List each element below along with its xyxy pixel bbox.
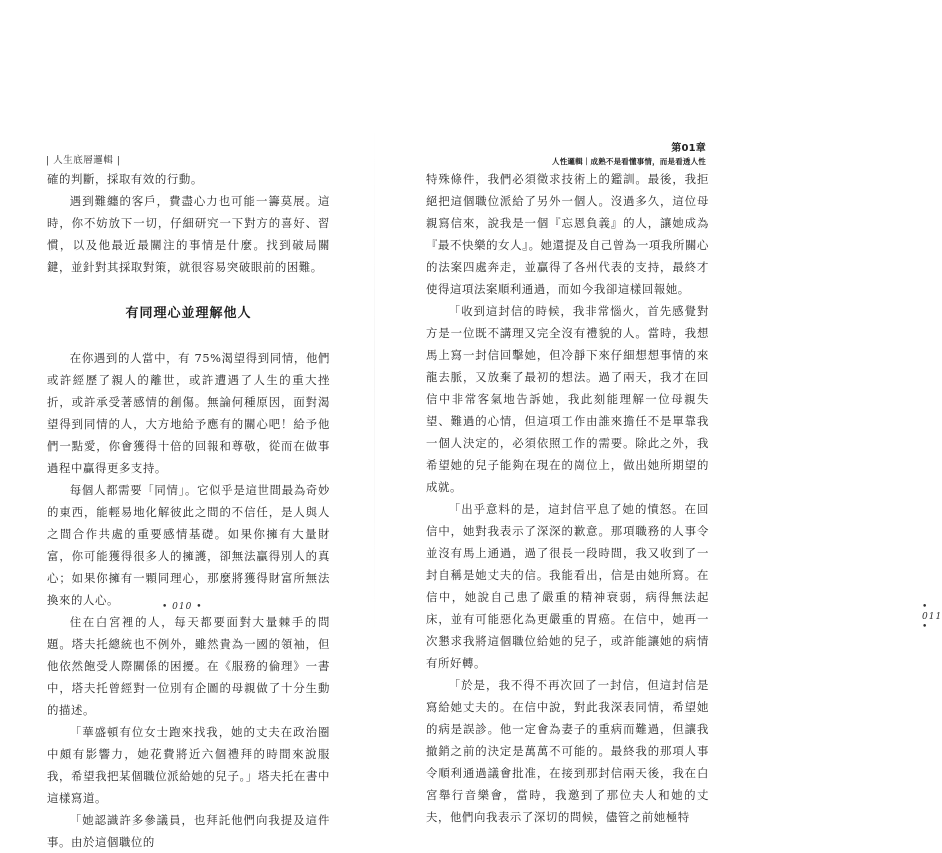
paragraph: 住在白宮裡的人，每天都要面對大量棘手的問題。塔夫托總統也不例外，雖然貴為一國的領袖，但他依然飽受人際關係的困擾。在《服務的倫理》一書中，塔夫托曾經對一位別有企圖的母親做了十分生動的描述。 — [47, 615, 330, 717]
left-page — [0, 0, 375, 849]
paragraph: 「於是，我不得不再次回了一封信，但這封信是寫給她丈夫的。在信中說，對此我深表同情，希望她的病是誤診。他一定會為妻子的重病而難過，但讓我撤銷之前的決定是萬萬不可能的。最終我的那項人事令順利通過議會批准，在接到那封信兩天後，我在白宮舉行音樂會，當時，我邀到了那位夫人和她的丈夫，他們向我表示了深切的問候，儘管之前她極特 — [426, 678, 709, 824]
chapter-subtitle: 人性邏輯｜成熟不是看懂事情，而是看透人性 — [552, 157, 706, 166]
paragraph: 「收到這封信的時候，我非常惱火，首先感覺對方是一位既不講理又完全沒有禮貌的人。當時，我想馬上寫一封信回擊她，但冷靜下來仔細想想事情的來龍去脈，又放棄了最初的想法。過了兩天，我才在回信中非常客氣地告訴她，我此刻能理解一位母親失望、難過的心情，但這項工作由誰來擔任不是單靠我一個人決定的，必須依照工作的需要。除此之外，我希望她的兒子能夠在現在的崗位上，做出她所期望的成就。 — [426, 304, 709, 494]
paragraph: 遇到難纏的客戶，費盡心力也可能一籌莫展。這時，你不妨放下一切，仔細研究一下對方的喜好、習慣，以及他最近最關注的事情是什麼。找到破局關鍵，並針對其採取對策，就很容易突破眼前的困難。 — [47, 194, 330, 274]
running-head-book-title: | 人生底層邏輯 | — [46, 155, 121, 166]
paragraph: 特殊條件，我們必須徵求技術上的鑑訓。最後，我拒絕把這個職位派給了另外一個人。沒過多久，這位母親寫信來，說我是一個『忘恩負義』的人，讓她成為『最不快樂的女人』。她還提及自己曾為一項我所關心的法案四處奔走，並贏得了各州代表的支持，最終才使得這項法案順利通過，而如今我卻這樣回報她。 — [426, 172, 709, 296]
right-page-body — [426, 168, 709, 828]
paragraph: 「她認識許多參議員，也拜託他們向我提及這件事。由於這個職位的 — [47, 813, 330, 849]
paragraph: 在你遇到的人當中，有 75%渴望得到同情，他們或許經歷了親人的離世，或許遭遇了人生的重大挫折，或許承受著感情的創傷。無論何種原因，面對渴望得到同情的人，大方地給予應有的關心吧！給予他們一點愛，你會獲得十倍的回報和尊敬，從而在做事過程中贏得更多支持。 — [47, 351, 330, 475]
page-number: • 011 • — [922, 602, 942, 632]
chapter-label: 第01章 — [671, 143, 706, 154]
running-head-chapter — [552, 139, 706, 167]
paragraph: 「華盛頓有位女士跑來找我，她的丈夫在政治圈中頗有影響力，她花費將近六個禮拜的時間來說服我，希望我把某個職位派給她的兒子。」塔夫托在書中這樣寫道。 — [47, 725, 330, 805]
left-page-body — [47, 168, 330, 853]
paragraph: 確的判斷，採取有效的行動。 — [47, 172, 203, 186]
page-number: • 010 • — [162, 602, 203, 612]
paragraph: 「出乎意料的是，這封信平息了她的憤怒。在回信中，她對我表示了深深的歉意。那項職務的人事令並沒有馬上通過，過了很長一段時間，我又收到了一封自稱是她丈夫的信。我能看出，信是由她所寫。在信中，她說自己患了嚴重的精神衰弱，病得無法起床，並有可能惡化為更嚴重的胃癌。在信中，她再一次懇求我將這個職位給她的兒子，或許能讓她的病情有所好轉。 — [426, 502, 709, 670]
section-heading: 有同理心並理解他人 — [125, 306, 252, 321]
paragraph: 每個人都需要「同情」。它似乎是這世間最為奇妙的東西，能輕易地化解彼此之間的不信任，是人與人之間合作共處的重要感情基礎。如果你擁有大量財富，你可能獲得很多人的擁護，卻無法贏得別人的真心；如果你擁有一顆同理心，那麼將獲得財富所無法換來的人心。 — [47, 483, 330, 607]
